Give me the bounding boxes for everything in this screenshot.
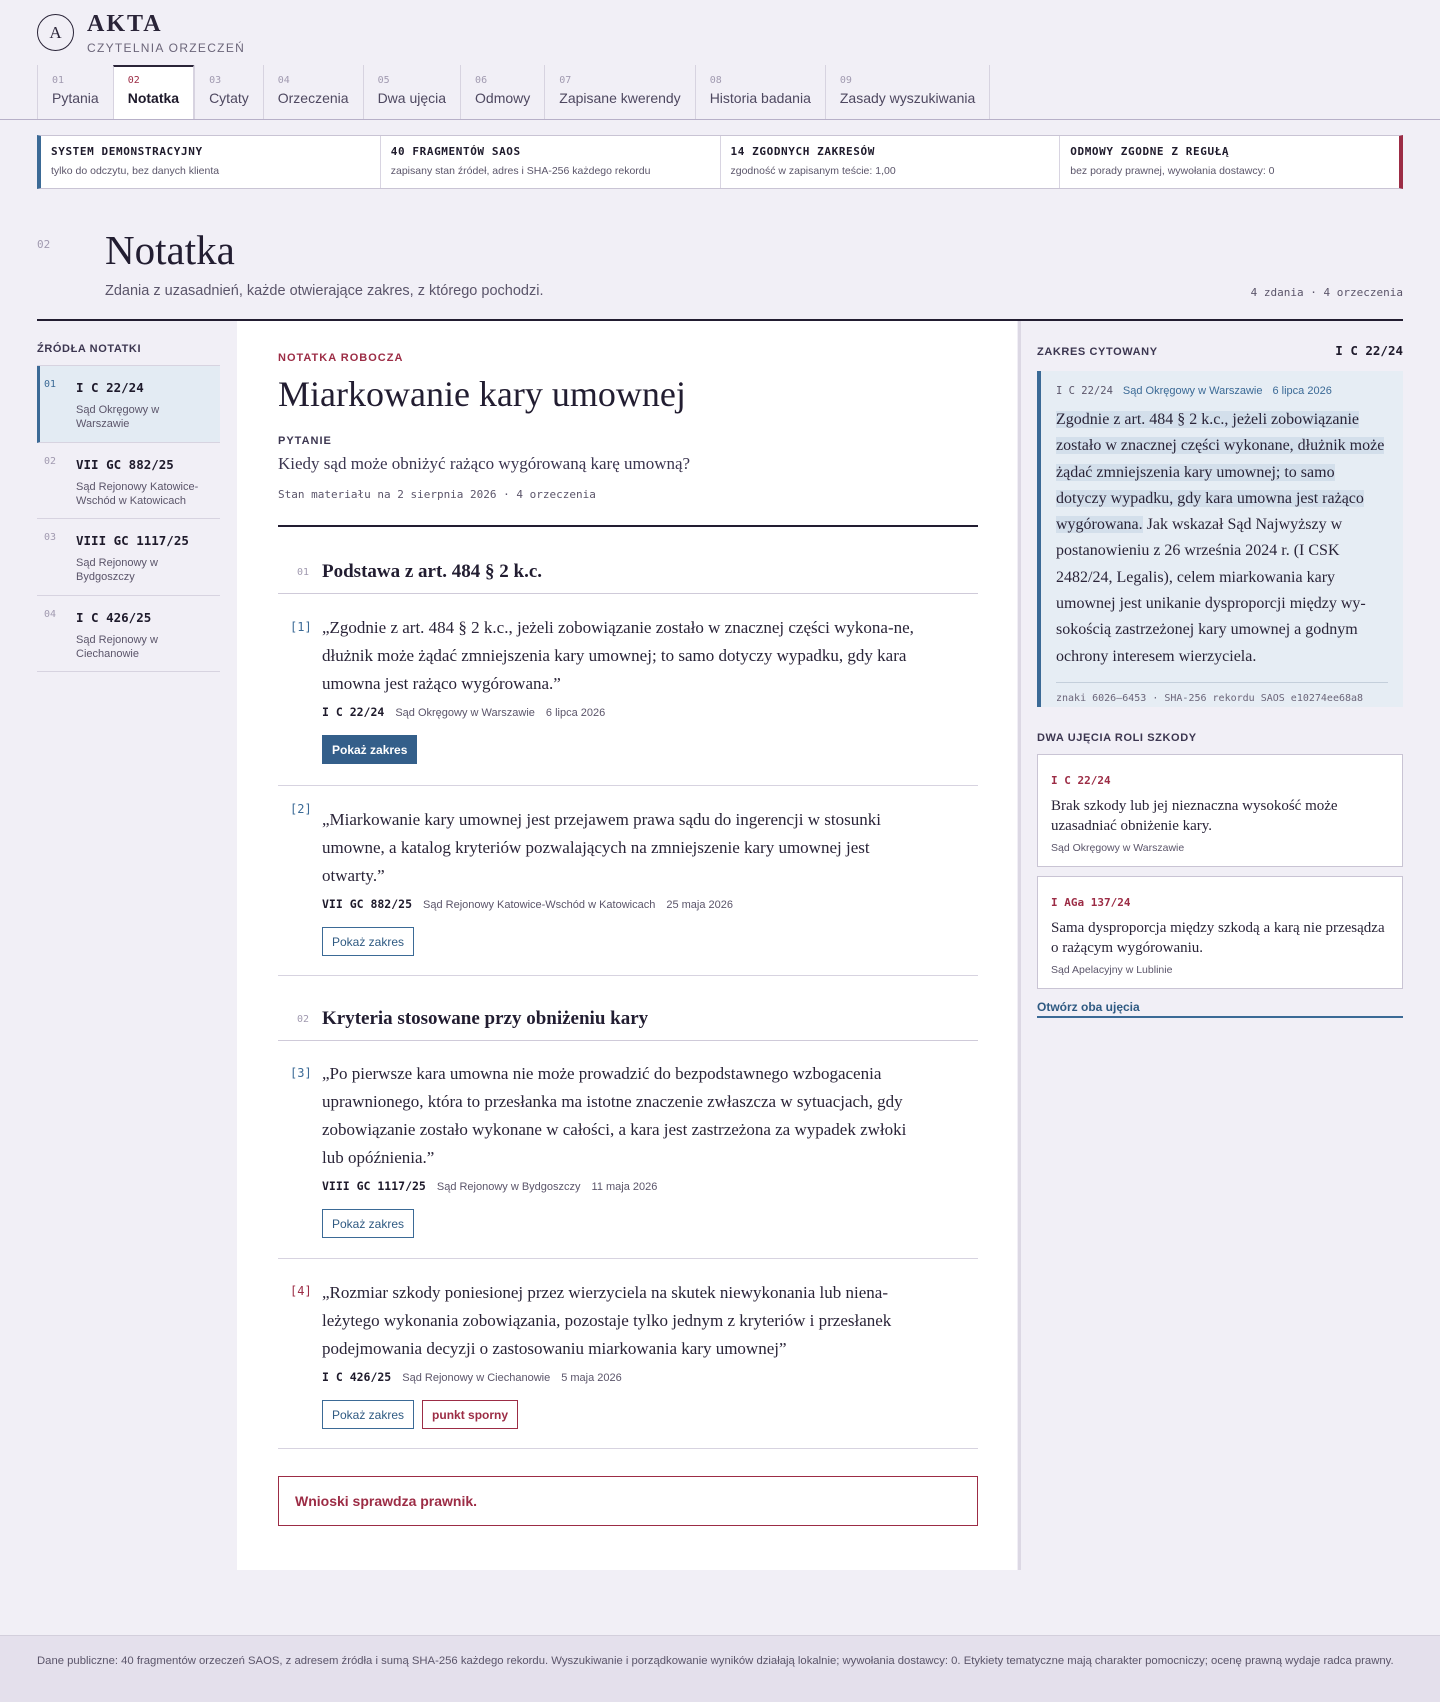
citation-signature: VII GC 882/25 (322, 897, 413, 911)
citation-court: Sąd Rejonowy w Ciechanowie (402, 1372, 551, 1384)
citation (278, 788, 978, 976)
source-court: Sąd Rejonowy w Ciechanowie (76, 633, 158, 661)
tab-label: Odmowy (475, 90, 531, 106)
view-card[interactable] (1037, 754, 1403, 867)
cited-range-heading: ZAKRES CYTOWANY (1037, 346, 1158, 358)
source-number: 01 (44, 379, 57, 390)
view-signature: I AGa 137/24 (1051, 896, 1131, 909)
status-cell (1059, 136, 1399, 188)
cited-range-signature: I C 22/24 (1335, 343, 1403, 358)
status-title: SYSTEM DEMONSTRACYJNY (51, 145, 203, 158)
tab-number: 09 (839, 75, 852, 86)
citation-quote: „Po pierwsze kara umowna nie może prowadzić do bezpodstawnego wzbogacenia uprawnionego, która to przesłanka ma istotne znaczenie zwłaszcza w sytuacjach, gdy zobowiązanie zostało wykonane w całości, a kara jest zastrzeżona za wypadek zwłoki lub opóźnienia.” (322, 1064, 907, 1167)
citation-meta (322, 1179, 978, 1193)
status-title: ODMOWY ZGODNE Z REGUŁĄ (1070, 145, 1230, 158)
source-number: 03 (44, 532, 57, 544)
status-strip (37, 135, 1403, 189)
citation-court: Sąd Okręgowy w Warszawie (395, 707, 535, 719)
citation (278, 1261, 978, 1449)
citation-ref: [1] (290, 620, 312, 634)
tab-number: 01 (52, 75, 65, 86)
tab-number: 07 (559, 75, 572, 86)
tab-number: 08 (709, 75, 722, 86)
tab-label: Pytania (52, 90, 99, 106)
tab-number: 06 (475, 75, 488, 86)
status-subtitle: tylko do odczytu, bez danych klienta (51, 165, 220, 177)
excerpt-footer: znaki 6026–6453 · SHA-256 rekordu SAOS e10274ee68a8 (1056, 682, 1388, 704)
sources-list (37, 365, 220, 672)
citation-ref: [4] (290, 1284, 312, 1298)
view-card[interactable] (1037, 876, 1403, 989)
source-signature: I C 426/25 (76, 609, 152, 625)
sources-panel (37, 343, 220, 672)
source-number: 04 (44, 608, 57, 620)
citation-signature: VIII GC 1117/25 (322, 1179, 426, 1193)
tab-number: 03 (209, 75, 222, 86)
tab-pytania[interactable] (37, 65, 113, 120)
question-text: Kiedy sąd może obniżyć rażąco wygórowaną karę umowną? (278, 454, 691, 473)
citation-date: 25 maja 2026 (666, 899, 734, 911)
citation-quote: „Rozmiar szkody poniesionej przez wierzyciela na skutek niewykonania lub niena-leżytego wykonania zobowiązania, pozostaje tylko jednym z kryteriów i przesłanek podejmowania decyzji o zastosowaniu miarkowania kary umownej” (322, 1283, 892, 1358)
source-signature: VIII GC 1117/25 (76, 533, 189, 549)
status-title: 14 ZGODNYCH ZAKRESÓW (730, 145, 875, 158)
tab-cytaty[interactable] (194, 65, 263, 120)
open-both-views-link[interactable]: Otwórz oba ujęcia (1037, 1000, 1403, 1018)
tab-label: Notatka (127, 90, 180, 106)
two-views-heading: DWA UJĘCIA ROLI SZKODY (1037, 732, 1197, 744)
excerpt-date: 6 lipca 2026 (1272, 385, 1332, 397)
citation-signature: I C 22/24 (322, 705, 385, 719)
view-signature: I C 22/24 (1051, 774, 1111, 787)
citation-court: Sąd Rejonowy w Bydgoszczy (436, 1181, 581, 1193)
status-subtitle: bez porady prawnej, wywołania dostawcy: 0 (1070, 165, 1275, 177)
citation-quote: „Zgodnie z art. 484 § 2 k.c., jeżeli zobowiązanie zostało w znacznej części wykona-ne, dłużnik może żądać zmniejszenia kary umownej; to samo dotyczy wypadku, gdy kara umowna jest rażąco wygórowana.” (322, 618, 914, 693)
tab-label: Dwa ujęcia (377, 90, 447, 106)
source-signature: I C 22/24 (76, 380, 144, 395)
tab-number: 02 (127, 75, 140, 86)
source-court: Sąd Rejonowy Katowice-Wschód w Katowicach (76, 480, 199, 507)
section-heading (278, 561, 978, 594)
cited-range-panel (1037, 343, 1403, 1018)
source-court: Sąd Okręgowy w Warszawie (76, 404, 160, 431)
sources-heading: ŹRÓDŁA NOTATKI (37, 343, 142, 355)
citation-quote: „Miarkowanie kary umownej jest przejawem prawa sądu do ingerencji w stosunki umowne, a katalog kryteriów pozwalających na zmniejszenie kary umownej jest otwarty.” (322, 810, 881, 885)
tab-label: Zapisane kwerendy (559, 90, 681, 106)
tab-label: Zasady wyszukiwania (839, 90, 976, 106)
citation (278, 1052, 978, 1259)
status-cell (720, 136, 1060, 188)
view-court: Sąd Apelacyjny w Lublinie (1051, 964, 1173, 976)
show-range-button[interactable]: Pokaż zakres (322, 735, 417, 764)
tab-zasady-wyszukiwania[interactable] (825, 65, 990, 120)
show-range-button[interactable]: Pokaż zakres (322, 1209, 414, 1238)
status-subtitle: zapisany stan źródeł, adres i SHA-256 każdego rekordu (390, 165, 651, 177)
tab-label: Orzeczenia (277, 90, 349, 106)
citation-meta (322, 705, 978, 719)
section-number: 01 (297, 567, 310, 578)
cited-excerpt (1037, 371, 1403, 707)
section-number: 02 (297, 1014, 310, 1025)
excerpt-context: Jak wskazał Sąd Najwyższy w postanowieniu z 26 września 2024 r. (I CSK 2482/24, Legalis), celem miarkowania kary umownej jest unikanie dysproporcji między wy-sokością zastrzeżonej kary umownej a godnym ochrony interesem wierzyciela. (1056, 516, 1366, 665)
note-title: Miarkowanie kary umownej (278, 374, 686, 414)
citation-court: Sąd Rejonowy Katowice-Wschód w Katowicach (423, 899, 656, 911)
excerpt-highlight: Zgodnie z art. 484 § 2 k.c., jeżeli zobowiązanie zostało w znacznej części wykonane, dłużnik może żądać zmniejszenia kary umownej; to samo dotyczy wypadku, gdy kara umowna jest rażąco wygórowana. (1056, 411, 1385, 534)
source-number: 02 (44, 455, 57, 467)
note-panel (237, 321, 1017, 1570)
citation-ref: [3] (290, 1066, 312, 1080)
brand-logo: A (37, 14, 74, 51)
section-title: Kryteria stosowane przy obniżeniu kary (322, 1008, 649, 1029)
tab-zapisane-kwerendy[interactable] (544, 65, 694, 120)
page-counts: 4 zdania · 4 orzeczenia (1250, 286, 1403, 299)
citation-meta (322, 1370, 978, 1384)
view-text: Brak szkody lub jej nieznaczna wysokość może uzasadniać obniżenie kary. (1051, 798, 1338, 834)
excerpt-court: Sąd Okręgowy w Warszawie (1122, 385, 1263, 397)
source-item[interactable] (37, 596, 220, 673)
source-item[interactable] (37, 519, 220, 596)
brand[interactable] (37, 11, 246, 55)
tab-odmowy[interactable] (460, 65, 544, 120)
brand-name: AKTA (87, 11, 163, 37)
note-divider (278, 525, 978, 527)
show-range-button[interactable]: Pokaż zakres (322, 927, 414, 956)
tab-number: 05 (377, 75, 390, 86)
status-cell (380, 136, 720, 188)
citation-meta (322, 897, 978, 911)
page-title: Notatka (105, 227, 235, 273)
citation-date: 11 maja 2026 (591, 1181, 658, 1193)
brand-subtitle: CZYTELNIA ORZECZEŃ (87, 41, 246, 55)
tabs-divider (0, 119, 1440, 120)
excerpt-meta (1056, 385, 1388, 397)
main-tabs (37, 65, 990, 120)
tab-label: Historia badania (709, 90, 811, 106)
citation-date: 6 lipca 2026 (545, 707, 606, 719)
tab-orzeczenia[interactable] (263, 65, 363, 120)
status-subtitle: zgodność w zapisanym teście: 1,00 (730, 165, 896, 177)
show-range-button[interactable]: Pokaż zakres (322, 1400, 414, 1429)
source-signature: VII GC 882/25 (76, 456, 174, 472)
source-court: Sąd Rejonowy w Bydgoszczy (76, 557, 158, 584)
view-text: Sama dysproporcja między szkodą a karą nie przesądza o rażącym wygórowaniu. (1051, 920, 1385, 956)
tab-label: Cytaty (209, 90, 249, 106)
excerpt-signature: I C 22/24 (1056, 385, 1113, 397)
status-cell (41, 136, 380, 188)
tab-notatka[interactable] (113, 65, 194, 120)
section-heading (278, 1008, 978, 1041)
source-item[interactable] (37, 443, 220, 520)
citation-date: 5 maja 2026 (561, 1372, 622, 1384)
citation-ref: [2] (290, 802, 312, 816)
note-eyebrow: NOTATKA ROBOCZA (278, 352, 404, 364)
tab-dwa-ujecia[interactable] (363, 65, 460, 120)
citation-signature: I C 426/25 (322, 1370, 392, 1384)
question-label: PYTANIE (278, 435, 332, 447)
source-item[interactable] (37, 366, 220, 443)
lawyer-review-notice: Wnioski sprawdza prawnik. (278, 1476, 978, 1526)
column-divider (1018, 321, 1021, 1570)
page-number: 02 (37, 238, 51, 251)
status-title: 40 FRAGMENTÓW SAOS (390, 145, 521, 158)
citation (278, 606, 978, 786)
section-title: Podstawa z art. 484 § 2 k.c. (322, 561, 543, 582)
excerpt-text (1056, 407, 1388, 670)
tab-historia-badania[interactable] (695, 65, 825, 120)
view-court: Sąd Okręgowy w Warszawie (1051, 842, 1185, 854)
tab-number: 04 (277, 75, 290, 86)
note-meta: Stan materiału na 2 sierpnia 2026 · 4 orzeczenia (278, 488, 596, 501)
footer-note: Dane publiczne: 40 fragmentów orzeczeń SAOS, z adresem źródła i sumą SHA-256 każdego rekordu. Wyszukiwanie i porządkowanie wyników działają lokalnie; wywołania dostawcy: 0. Etykiety tematyczne mają charakter pomocniczy; ocenę prawną wydaje radca prawny. (0, 1635, 1440, 1702)
disputed-point-badge[interactable]: punkt sporny (422, 1400, 518, 1429)
page-subtitle: Zdania z uzasadnień, każde otwierające zakres, z którego pochodzi. (105, 283, 544, 299)
